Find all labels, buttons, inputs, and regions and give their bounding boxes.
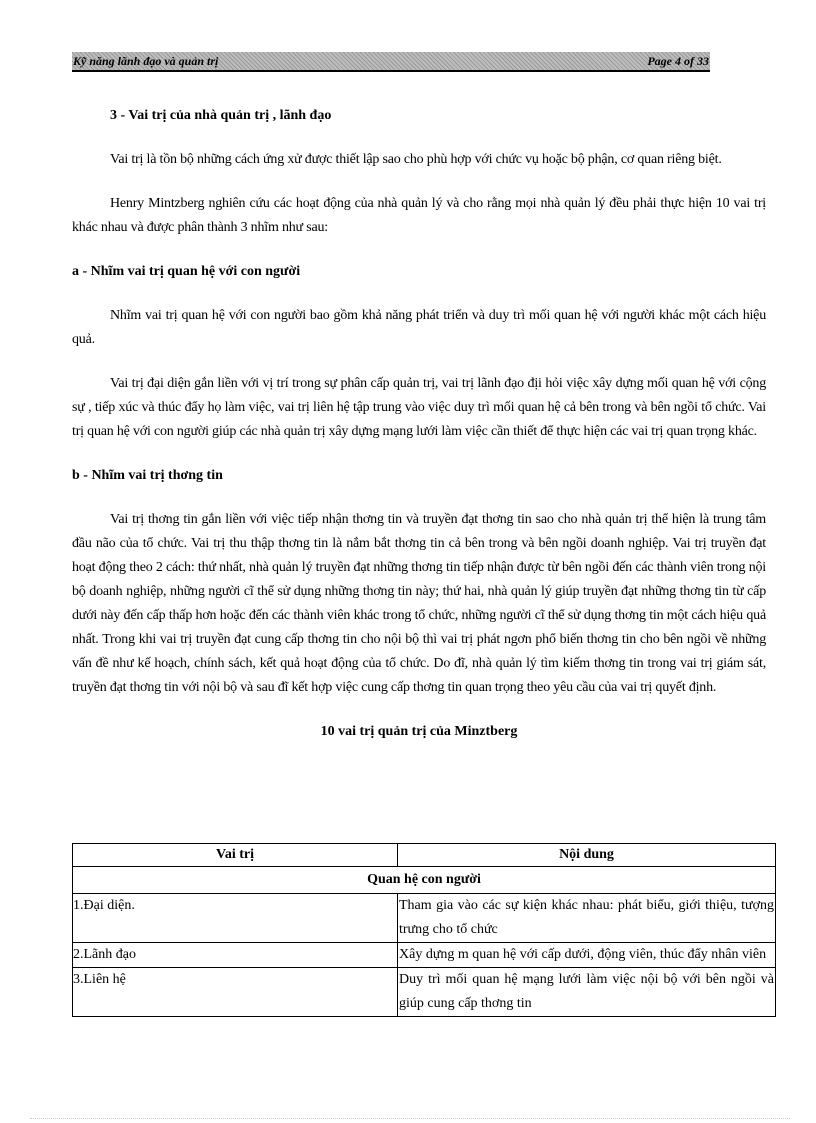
column-header-role: Vai trị xyxy=(73,844,398,867)
page-header xyxy=(72,52,710,72)
table-title: 10 vai trị quản trị của Minztberg xyxy=(320,724,518,739)
subsection-heading-a: a - Nhĩm vai trị quan hệ với con người xyxy=(72,264,301,279)
paragraph: Vai trị thơng tin gắn liền với việc tiếp nhận thơng tin và truyền đạt thơng tin sao cho nhà quản trị thể hiện là trung tâm đầu não của tổ chức. Vai trị thu thập thơng tin là nắm bắt thơng tin cả bên trong và bên ngồi doanh nghiệp. Vai trị truyền đạt hoạt động theo 2 cách: thứ nhất, nhà quản lý truyền đạt những thơng tin tiếp nhận được từ bên ngồi đến các thành viên trong nội bộ doanh nghiệp, những người cĩ thể sử dụng những thơng tin này; thứ hai, nhà quản lý giúp truyền đạt những thơng tin từ cấp dưới này đến cấp thấp hơn hoặc đến các thành viên khác trong tổ chức, những người cĩ thể sử dụng thơng tin một cách hiệu quả nhất. Trong khi vai trị truyền đạt cung cấp thơng tin cho nội bộ thì vai trị phát ngơn phổ biến thơng tin cho bên ngồi về những vấn đề như kế hoạch, chính sách, kết quả hoạt động của tổ chức. Do đĩ, nhà quản lý tìm kiếm thơng tin trong vai trị giám sát, truyền đạt thơng tin với nội bộ và sau đĩ kết hợp việc cung cấp thơng tin quan trọng theo yêu cầu của vai trị quyết định. xyxy=(72,512,766,695)
role-cell: 2.Lãnh đạo xyxy=(73,943,398,968)
table-row xyxy=(73,968,776,1017)
roles-table xyxy=(72,843,776,1017)
page-bottom-divider xyxy=(30,1118,790,1119)
paragraph: Nhĩm vai trị quan hệ với con người bao gồm khả năng phát triển và duy trì mối quan hệ với người khác một cách hiệu quả. xyxy=(72,308,766,347)
document-body xyxy=(72,104,766,744)
column-header-content: Nội dung xyxy=(398,844,776,867)
content-cell: Xây dựng m quan hệ với cấp dưới, động viên, thúc đẩy nhân viên xyxy=(398,943,776,968)
paragraph: Vai trị đại diện gắn liền với vị trí trong sự phân cấp quản trị, vai trị lãnh đạo địi hỏi việc xây dựng mối quan hệ với cộng sự , tiếp xúc và thúc đẩy họ làm việc, vai trị liên hệ tập trung vào việc duy trì mối quan hệ cả bên trong và bên ngồi tổ chức. Vai trị quan hệ với con người giúp các nhà quản trị xây dựng mạng lưới làm việc cần thiết để thực hiện các vai trị quan trọng khác. xyxy=(72,376,766,439)
content-cell: Tham gia vào các sự kiện khác nhau: phát biểu, giới thiệu, tượng trưng cho tổ chức xyxy=(398,894,776,943)
paragraph: Henry Mintzberg nghiên cứu các hoạt động của nhà quản lý và cho rằng mọi nhà quản lý đều phải thực hiện 10 vai trị khác nhau và được phân thành 3 nhĩm như sau: xyxy=(72,196,766,235)
table-row xyxy=(73,894,776,943)
paragraph: Vai trị là tồn bộ những cách ứng xử được thiết lập sao cho phù hợp với chức vụ hoặc bộ phận, cơ quan riêng biệt. xyxy=(110,152,722,167)
subsection-heading-b: b - Nhĩm vai trị thơng tin xyxy=(72,468,223,483)
page-number: Page 4 of 33 xyxy=(647,54,709,68)
content-cell: Duy trì mối quan hệ mạng lưới làm việc nội bộ với bên ngồi và giúp cung cấp thơng tin xyxy=(398,968,776,1017)
group-label: Quan hệ con người xyxy=(73,867,776,894)
document-title: Kỹ năng lãnh đạo và quản trị xyxy=(73,54,219,68)
role-cell: 3.Liên hệ xyxy=(73,968,398,1017)
table-header-row xyxy=(73,844,776,867)
section-heading: 3 - Vai trị của nhà quản trị , lãnh đạo xyxy=(110,108,332,123)
table-group-row xyxy=(73,867,776,894)
role-cell: 1.Đại diện. xyxy=(73,894,398,943)
table-row xyxy=(73,943,776,968)
